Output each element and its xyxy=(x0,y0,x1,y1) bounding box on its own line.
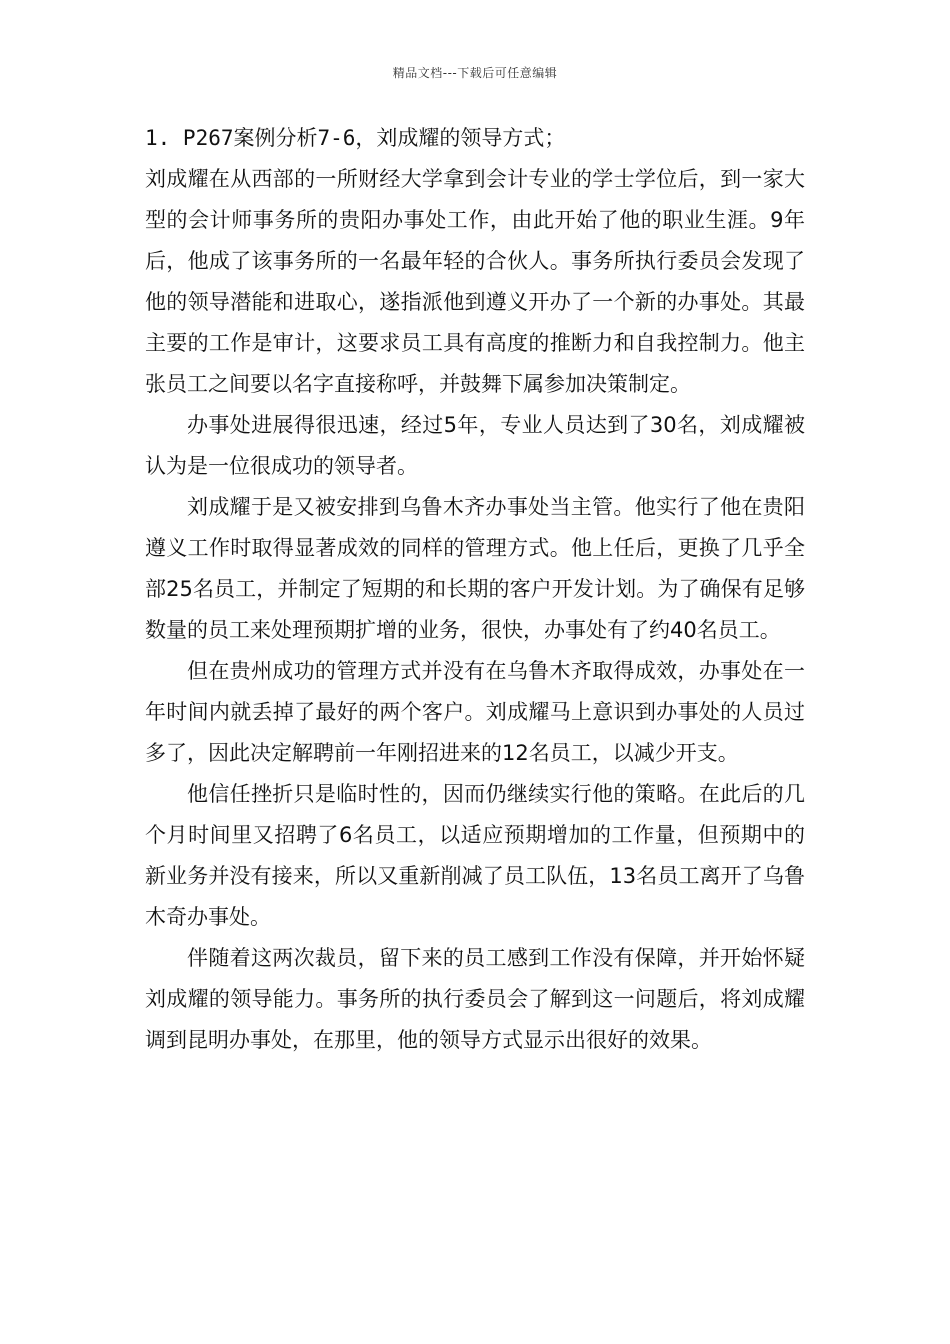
page-header: 精品文档---下载后可任意编辑 xyxy=(392,66,558,80)
paragraph: 刘成耀在从西部的一所财经大学拿到会计专业的学士学位后，到一家大型的会计师事务所的贵阳办事处工作，由此开始了他的职业生涯。9年后，他成了该事务所的一名最年轻的合伙人。事务所执行委员会发现了他的领导潜能和进取心，遂指派他到遵义开办了一个新的办事处。其最主要的工作是审计，这要求员工具有高度的推断力和自我控制力。他主张员工之间要以名字直接称呼，并鼓舞下属参加决策制定。 xyxy=(145,167,805,396)
paragraph: 他信任挫折只是临时性的，因而仍继续实行他的策略。在此后的几个月时间里又招聘了6名员工，以适应预期增加的工作量，但预期中的新业务并没有接来，所以又重新削减了员工队伍，13名员工离开了乌鲁木奇办事处。 xyxy=(145,782,805,929)
paragraph: 办事处进展得很迅速，经过5年，专业人员达到了30名，刘成耀被认为是一位很成功的领导者。 xyxy=(145,413,805,478)
paragraph: 刘成耀于是又被安排到乌鲁木齐办事处当主管。他实行了他在贵阳遵义工作时取得显著成效的同样的管理方式。他上任后，更换了几乎全部25名员工，并制定了短期的和长期的客户开发计划。为了确保有足够数量的员工来处理预期扩增的业务，很快，办事处有了约40名员工。 xyxy=(145,495,805,642)
paragraph: 伴随着这两次裁员，留下来的员工感到工作没有保障，并开始怀疑刘成耀的领导能力。事务所的执行委员会了解到这一问题后，将刘成耀调到昆明办事处，在那里，他的领导方式显示出很好的效果。 xyxy=(145,946,805,1052)
section-heading: 1. P267案例分析7-6，刘成耀的领导方式； xyxy=(145,126,566,150)
paragraph: 但在贵州成功的管理方式并没有在乌鲁木齐取得成效，办事处在一年时间内就丢掉了最好的两个客户。刘成耀马上意识到办事处的人员过多了，因此决定解聘前一年刚招进来的12名员工，以减少开支。 xyxy=(145,659,805,765)
document-body xyxy=(145,118,805,1061)
